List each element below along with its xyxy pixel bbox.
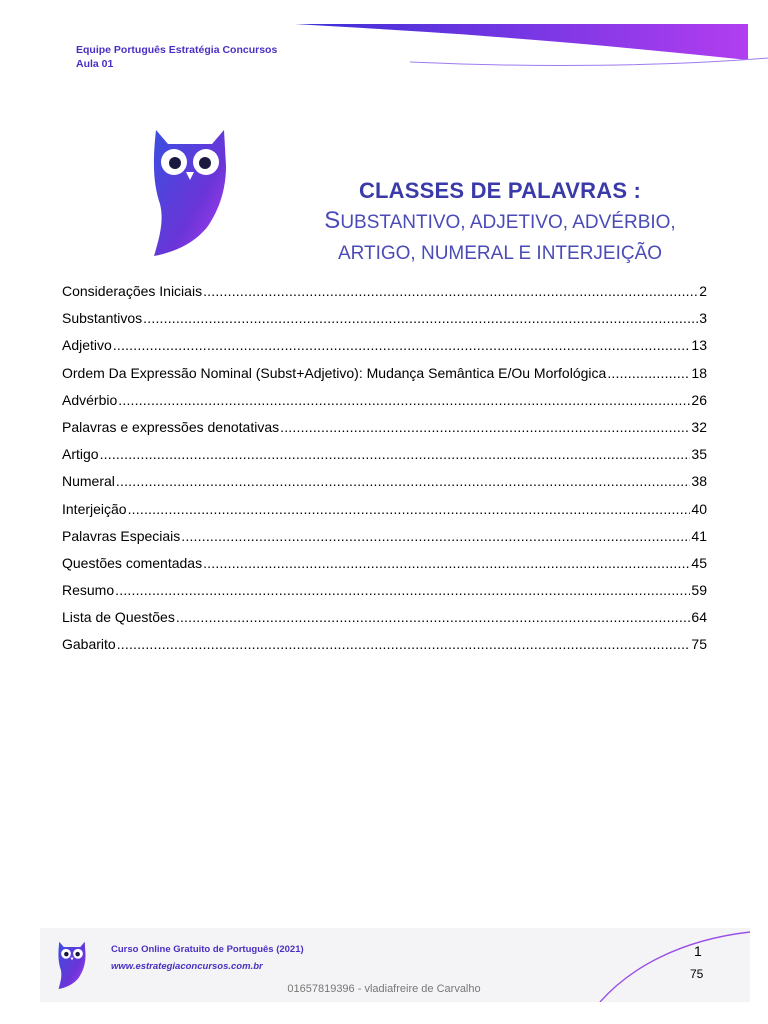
toc-entry-page: 38: [691, 473, 707, 490]
toc-entry-page: 3: [699, 310, 707, 327]
toc-entry[interactable]: [62, 473, 707, 500]
toc-entry[interactable]: [62, 528, 707, 555]
toc-entry[interactable]: [62, 283, 707, 310]
toc-entry-page: 32: [691, 418, 707, 435]
toc-entry-page: 35: [691, 446, 707, 463]
toc-leader-dots: [117, 636, 691, 652]
lesson-label: Aula 01: [76, 58, 114, 70]
toc-entry-label: Questões comentadas: [62, 554, 203, 571]
toc-leader-dots: [203, 283, 698, 299]
toc-entry-page: 75: [691, 636, 707, 653]
toc-leader-dots: [280, 419, 690, 435]
toc-entry-page: 18: [691, 364, 707, 381]
toc-entry-page: 2: [699, 283, 707, 299]
page-total: 75: [690, 967, 704, 981]
toc-entry-label: Adjetivo: [62, 337, 112, 354]
toc-leader-dots: [607, 365, 690, 381]
toc-entry-label: Lista de Questões: [62, 609, 175, 626]
toc-entry-page: 59: [691, 582, 707, 599]
footer-course-name: Curso Online Gratuito de Português (2021): [111, 944, 304, 955]
toc-entry[interactable]: [62, 555, 707, 582]
footer-url-link[interactable]: www.estrategiaconcursos.com.br: [111, 961, 263, 972]
toc-entry[interactable]: [62, 609, 707, 636]
subtitle-line-2: ARTIGO, NUMERAL E INTERJEIÇÃO: [337, 243, 663, 264]
toc-entry-page: 26: [691, 391, 707, 408]
toc-entry-page: 45: [691, 554, 707, 571]
team-name: Equipe Português Estratégia Concursos: [76, 44, 278, 56]
toc-leader-dots: [115, 582, 690, 598]
toc-entry[interactable]: [62, 310, 707, 337]
toc-leader-dots: [113, 337, 691, 353]
toc-leader-dots: [176, 609, 691, 625]
table-of-contents: [62, 283, 707, 664]
subtitle-initial: S: [324, 207, 341, 234]
subtitle-line-1: [300, 206, 700, 237]
toc-leader-dots: [100, 446, 691, 462]
toc-entry-page: 13: [691, 337, 707, 354]
toc-entry-page: 64: [691, 609, 707, 626]
header-gradient-band: [290, 22, 768, 82]
toc-entry-label: Gabarito: [62, 636, 116, 653]
toc-entry-label: Ordem Da Expressão Nominal (Subst+Adjetivo): Mudança Semântica E/Ou Morfológica: [62, 364, 607, 381]
toc-entry[interactable]: [62, 636, 707, 663]
toc-leader-dots: [203, 555, 690, 571]
owl-logo-icon: [150, 126, 230, 258]
toc-entry-page: 40: [691, 500, 707, 517]
document-title: [300, 178, 700, 268]
toc-entry[interactable]: [62, 501, 707, 528]
toc-entry[interactable]: [62, 419, 707, 446]
toc-entry-label: Advérbio: [62, 391, 118, 408]
toc-leader-dots: [118, 392, 690, 408]
toc-entry-label: Palavras Especiais: [62, 527, 181, 544]
toc-entry[interactable]: [62, 582, 707, 609]
toc-entry-label: Considerações Iniciais: [62, 283, 203, 299]
subtitle-rest: UBSTANTIVO, ADJETIVO, ADVÉRBIO,: [340, 212, 676, 233]
toc-entry[interactable]: [62, 365, 707, 392]
toc-leader-dots: [128, 501, 691, 517]
toc-entry[interactable]: [62, 392, 707, 419]
toc-entry-label: Numeral: [62, 473, 115, 490]
toc-entry-label: Resumo: [62, 582, 115, 599]
main-title: CLASSES DE PALAVRAS :: [358, 178, 642, 203]
footer-user-id: 01657819396 - vladiafreire de Carvalho: [287, 983, 481, 995]
page-number: 1: [694, 943, 702, 959]
toc-entry[interactable]: [62, 446, 707, 473]
toc-leader-dots: [143, 310, 698, 326]
toc-entry-page: 41: [691, 527, 707, 544]
toc-entry-label: Interjeição: [62, 500, 127, 517]
header-text: [76, 43, 277, 71]
toc-leader-dots: [181, 528, 690, 544]
toc-leader-dots: [116, 473, 691, 489]
toc-entry-label: Palavras e expressões denotativas: [62, 418, 280, 435]
toc-entry-label: Artigo: [62, 446, 99, 463]
toc-entry[interactable]: [62, 337, 707, 364]
toc-entry-label: Substantivos: [62, 310, 143, 327]
